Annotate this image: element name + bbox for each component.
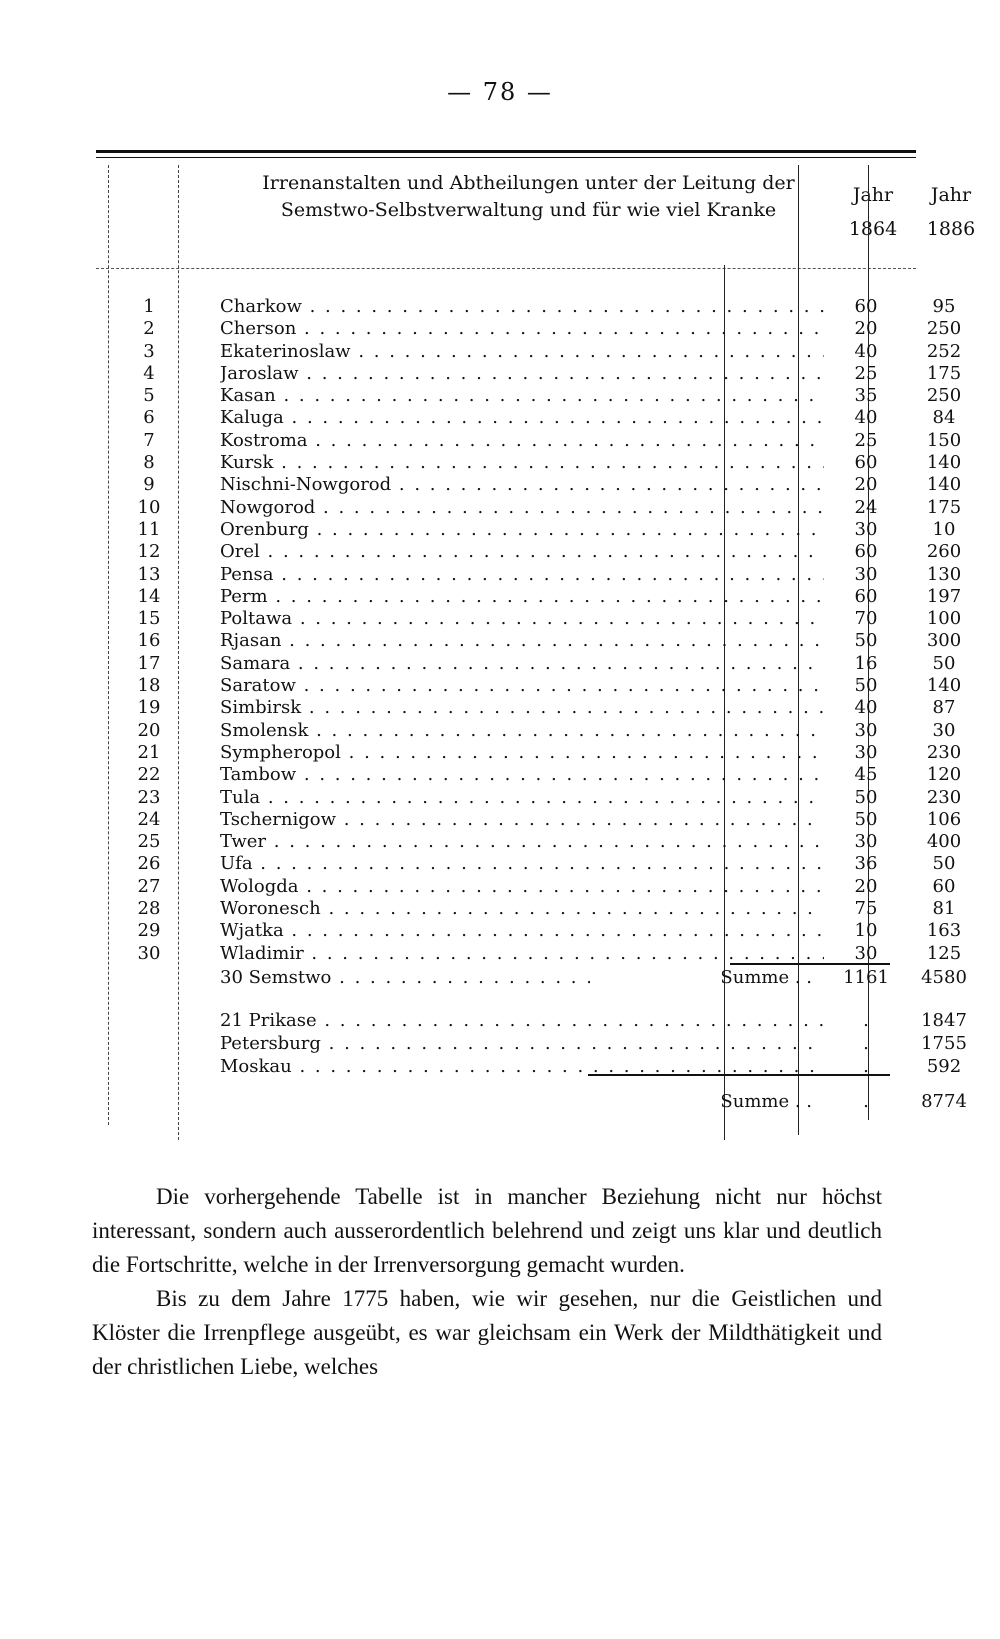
- row-1864: 60: [854, 541, 878, 563]
- row-name: Ufa . . .: [220, 853, 824, 875]
- row-name: Wladimir . . .: [220, 943, 824, 965]
- row-number: 6: [143, 407, 155, 429]
- row-number: 4: [143, 362, 155, 384]
- table-row: [96, 407, 956, 429]
- table-row: [96, 340, 962, 363]
- table-row: [96, 719, 956, 742]
- row-1886: 100: [926, 608, 962, 630]
- row-number: 20: [137, 719, 161, 741]
- table-row: [96, 898, 956, 920]
- row-number: 27: [137, 875, 161, 897]
- row-1886: 250: [926, 318, 962, 340]
- row-number: 12: [137, 541, 161, 563]
- row-number: 14: [137, 585, 161, 607]
- table-top-rule: [96, 150, 916, 153]
- row-name: Kursk . . .: [220, 452, 824, 474]
- table-row: [96, 296, 956, 318]
- extra-row-1886: 1755: [921, 1033, 967, 1054]
- row-1864: 20: [854, 318, 878, 340]
- row-1864: 30: [854, 831, 878, 853]
- table-row: [96, 875, 956, 898]
- table-row: [96, 652, 956, 675]
- row-1886: 230: [926, 741, 962, 763]
- row-1864: 75: [854, 898, 878, 920]
- table-row: [96, 518, 956, 541]
- row-1864: 20: [854, 875, 878, 897]
- row-1864: 40: [854, 340, 878, 362]
- row-name: Ekaterinoslaw . . .: [220, 341, 824, 363]
- extra-row: [96, 1009, 967, 1032]
- row-name: Woronesch . . .: [220, 898, 824, 920]
- row-1886: 197: [926, 585, 962, 607]
- table-row: [96, 831, 962, 853]
- row-name: Orel . . .: [220, 541, 824, 563]
- extra-row-1886: 592: [926, 1056, 962, 1077]
- row-1864: 35: [854, 385, 878, 407]
- row-1886: 175: [926, 362, 962, 384]
- row-1886: 175: [926, 496, 962, 518]
- row-number: 28: [137, 898, 161, 920]
- total-1886: 8774: [921, 1091, 967, 1112]
- header-year-1864: Jahr 1864: [848, 184, 898, 240]
- row-1886: 60: [932, 875, 956, 897]
- row-name: Simbirsk . . .: [220, 697, 824, 719]
- row-1886: 95: [932, 296, 956, 317]
- row-1864: 36: [854, 853, 878, 875]
- table-top-rule-thin: [96, 157, 916, 158]
- table-row: [96, 496, 962, 519]
- subtotal-name: 30 Semstwo . . .: [220, 966, 590, 989]
- row-1886: 30: [932, 719, 956, 741]
- row-name: Orenburg . . .: [220, 519, 824, 541]
- row-1864: 50: [854, 630, 878, 652]
- row-number: 19: [137, 697, 161, 719]
- total-label: Summe . .: [720, 1091, 812, 1112]
- row-name: Wjatka . . .: [220, 920, 824, 942]
- row-1886: 10: [932, 518, 956, 540]
- table-row: [96, 853, 956, 875]
- row-1864: 50: [854, 808, 878, 830]
- row-1886: 81: [932, 898, 956, 920]
- row-1864: 40: [854, 697, 878, 719]
- row-number: 5: [143, 385, 155, 407]
- row-name: Kostroma . . .: [220, 430, 824, 452]
- row-1864: 30: [854, 942, 878, 964]
- row-name: Jaroslaw . . .: [220, 363, 824, 385]
- row-number: 9: [143, 474, 155, 496]
- row-1886: 130: [926, 563, 962, 585]
- row-name: Charkow . . .: [220, 296, 824, 318]
- row-number: 30: [137, 942, 161, 964]
- row-1864: 60: [854, 585, 878, 607]
- row-number: 13: [137, 563, 161, 585]
- table-row: [96, 362, 962, 385]
- table-row: [96, 741, 962, 764]
- row-number: 18: [137, 675, 161, 697]
- row-1886: 230: [926, 786, 962, 808]
- table-header: [96, 168, 976, 269]
- row-1864: 45: [854, 764, 878, 786]
- row-1886: 120: [926, 764, 962, 786]
- row-name: Samara . . .: [220, 653, 824, 675]
- total-row: [96, 1090, 967, 1113]
- row-1864: 50: [854, 786, 878, 808]
- row-1864: 20: [854, 474, 878, 496]
- table-row: [96, 630, 962, 652]
- row-number: 21: [137, 741, 161, 763]
- row-name: Kasan . . .: [220, 385, 824, 407]
- row-1886: 140: [926, 452, 962, 474]
- row-1864: 60: [854, 296, 878, 317]
- row-1864: 24: [854, 496, 878, 518]
- table-row: [96, 429, 962, 452]
- row-1886: 125: [926, 942, 962, 964]
- row-1886: 106: [926, 808, 962, 830]
- paragraph: Die vorhergehende Tabelle ist in mancher Beziehung nicht nur höchst interessant, sondern auch ausserordentlich belehrend und zeigt uns klar und deutlich die Fortschritte, welche in der Irrenversorgung gemacht wurden.: [92, 1184, 882, 1277]
- table-row: [96, 675, 962, 697]
- table-row: [96, 942, 962, 965]
- row-1886: 150: [926, 429, 962, 451]
- row-1864: 40: [854, 407, 878, 429]
- total-1864: .: [863, 1091, 869, 1112]
- row-1886: 140: [926, 675, 962, 697]
- row-name: Sympheropol . . .: [220, 742, 824, 764]
- row-name: Poltawa . . .: [220, 608, 824, 630]
- row-name: Tambow . . .: [220, 764, 824, 786]
- paragraph: Bis zu dem Jahre 1775 haben, wie wir gesehen, nur die Geistlichen und Klöster die Irrenpflege ausgeübt, es war gleichsam ein Werk der Mildthätigkeit und der christlichen Liebe, welches: [92, 1286, 882, 1379]
- extra-row-name: 21 Prikase . . .: [220, 1009, 824, 1032]
- row-name: Wologda . . .: [220, 876, 824, 898]
- subtotal-rule: [730, 963, 890, 965]
- row-name: Rjasan . . .: [220, 630, 824, 652]
- table-row: [96, 474, 962, 496]
- row-1864: 60: [854, 452, 878, 474]
- extra-row-name: Petersburg . . .: [220, 1032, 824, 1055]
- row-1886: 50: [932, 652, 956, 674]
- row-1864: 25: [854, 429, 878, 451]
- row-1864: 30: [854, 518, 878, 540]
- row-1886: 260: [926, 541, 962, 563]
- extra-row-1864: .: [863, 1010, 869, 1031]
- row-1886: 140: [926, 474, 962, 496]
- row-name: Nowgorod . . .: [220, 497, 824, 519]
- row-name: Nischni-Nowgorod . . .: [220, 474, 824, 496]
- row-name: Saratow . . .: [220, 675, 824, 697]
- table-row: [96, 541, 962, 563]
- row-1886: 250: [926, 385, 962, 407]
- row-number: 17: [137, 652, 161, 674]
- row-number: 22: [137, 764, 161, 786]
- row-name: Kaluga . . .: [220, 407, 824, 429]
- table-row: [96, 697, 956, 719]
- row-name: Smolensk . . .: [220, 720, 824, 742]
- total-rule: [588, 1074, 890, 1076]
- row-1886: 50: [932, 853, 956, 875]
- row-1886: 87: [932, 697, 956, 719]
- row-number: 2: [143, 318, 155, 340]
- table-row: [96, 385, 962, 407]
- row-1864: 25: [854, 362, 878, 384]
- row-1864: 16: [854, 652, 878, 674]
- extra-row-name: Moskau . . .: [220, 1055, 824, 1078]
- table-row: [96, 585, 962, 608]
- row-name: Pensa . . .: [220, 564, 824, 586]
- row-1886: 163: [926, 920, 962, 942]
- subtotal-1864: 1161: [843, 967, 889, 988]
- row-name: Tschernigow . . .: [220, 809, 824, 831]
- header-title: Irrenanstalten und Abtheilungen unter der Leitung der Semstwo-Selbstverwaltung und für wie viel Kranke: [262, 172, 795, 221]
- row-number: 10: [137, 496, 161, 518]
- row-name: Tula . . .: [220, 787, 824, 809]
- row-name: Cherson . . .: [220, 318, 824, 340]
- extra-row-1886: 1847: [921, 1010, 967, 1031]
- row-name: Perm . . .: [220, 586, 824, 608]
- header-year-1886: Jahr 1886: [926, 184, 976, 240]
- row-number: 15: [137, 608, 161, 630]
- row-1864: 50: [854, 675, 878, 697]
- body-text: [92, 1180, 882, 1384]
- table-row: [96, 452, 962, 474]
- subtotal-label: Summe . .: [720, 967, 812, 988]
- row-number: 11: [137, 518, 161, 540]
- row-1886: 300: [926, 630, 962, 652]
- row-number: 16: [137, 630, 161, 652]
- row-name: Twer . . .: [220, 831, 824, 853]
- row-1886: 400: [926, 831, 962, 853]
- subtotal-row: [96, 966, 967, 989]
- row-number: 3: [143, 340, 155, 362]
- row-1864: 10: [854, 920, 878, 942]
- table-totals: [96, 966, 967, 1113]
- table-row: [96, 563, 962, 586]
- row-number: 24: [137, 808, 161, 830]
- row-number: 1: [143, 296, 155, 317]
- page-number: — 78 —: [447, 78, 553, 106]
- row-number: 29: [137, 920, 161, 942]
- extra-row: [96, 1032, 967, 1055]
- subtotal-1886: 4580: [921, 967, 967, 988]
- row-number: 8: [143, 452, 155, 474]
- table-row: [96, 608, 962, 630]
- extra-row-1864: .: [863, 1056, 869, 1077]
- row-1864: 70: [854, 608, 878, 630]
- extra-row-1864: .: [863, 1033, 869, 1054]
- table-row: [96, 808, 962, 831]
- table-row: [96, 764, 962, 786]
- row-number: 25: [137, 831, 161, 853]
- table-body: [96, 296, 962, 965]
- row-1864: 30: [854, 741, 878, 763]
- table-row: [96, 786, 962, 809]
- row-1864: 30: [854, 563, 878, 585]
- row-number: 7: [143, 429, 155, 451]
- row-number: 23: [137, 786, 161, 808]
- table-row: [96, 920, 962, 942]
- row-1886: 252: [926, 340, 962, 362]
- row-1864: 30: [854, 719, 878, 741]
- row-number: 26: [137, 853, 161, 875]
- table-row: [96, 318, 962, 340]
- row-1886: 84: [932, 407, 956, 429]
